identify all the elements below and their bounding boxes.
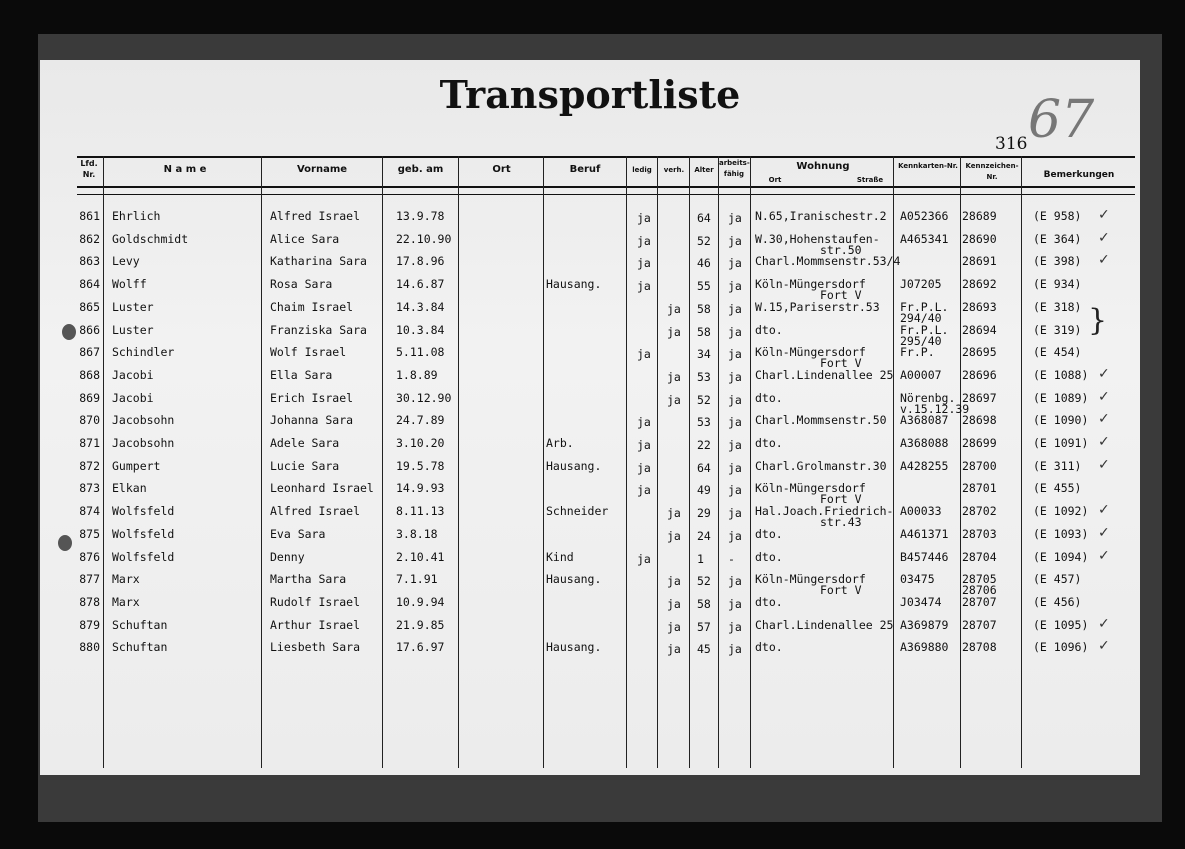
row-kennzeichen: 28699 — [962, 436, 997, 450]
row-alter: 57 — [697, 619, 711, 634]
row-birthdate: 19.5.78 — [396, 458, 445, 473]
header-ort: Ort — [492, 164, 511, 175]
row-ledig: ja — [637, 415, 651, 430]
punch-hole — [62, 324, 76, 340]
row-arbeitsfaehig: ja — [728, 392, 742, 407]
row-vorname: Alice Sara — [270, 231, 340, 246]
row-ledig: ja — [637, 211, 651, 225]
row-wohnung: dto. — [755, 640, 783, 655]
row-bemerkung: (E 1092) — [1033, 504, 1089, 519]
row-name: Jacobsohn — [112, 413, 175, 428]
row-wohnung: Charl.Mommsenstr.53/4 — [755, 254, 901, 269]
row-kennkarte-line2: 295/40 — [900, 333, 942, 348]
row-number: 871 — [79, 436, 100, 450]
row-birthdate: 24.7.89 — [396, 413, 445, 428]
row-vorname: Denny — [270, 549, 305, 564]
row-arbeitsfaehig: ja — [728, 619, 742, 634]
row-wohnung-line2: Fort V — [820, 356, 862, 371]
row-alter: 1 — [697, 551, 704, 566]
row-ledig: ja — [637, 551, 651, 566]
row-arbeitsfaehig: ja — [728, 279, 742, 294]
row-birthdate: 13.9.78 — [396, 209, 445, 223]
row-alter: 53 — [697, 369, 711, 384]
row-kennkarte-line2: v.15.12.39 — [900, 401, 970, 416]
row-kennzeichen: 28707 — [962, 594, 997, 609]
row-name: Jacobi — [112, 390, 154, 405]
header-kennzeichen: Kennzeichen-Nr. — [965, 162, 1019, 181]
row-number: 872 — [79, 458, 100, 473]
row-bemerkung: (E 1096) — [1033, 640, 1089, 655]
row-arbeitsfaehig: ja — [728, 233, 742, 248]
row-name: Gumpert — [112, 458, 161, 473]
row-bemerkung: (E 1094) — [1033, 549, 1089, 564]
row-kennzeichen: 28707 — [962, 617, 997, 632]
row-wohnung: dto. — [755, 390, 783, 405]
column-rule — [1021, 156, 1022, 768]
row-number: 874 — [79, 504, 100, 519]
row-number: 866 — [79, 322, 100, 337]
row-kennkarte: A052366 — [900, 209, 949, 223]
row-birthdate: 2.10.41 — [396, 549, 445, 564]
row-wohnung-line2: Fort V — [820, 288, 862, 303]
header-bemerkungen: Bemerkungen — [1043, 170, 1115, 180]
check-mark: ✓ — [1098, 638, 1110, 655]
row-verh: ja — [667, 574, 681, 589]
row-number: 877 — [79, 572, 100, 587]
check-mark: ✓ — [1098, 502, 1110, 519]
row-arbeitsfaehig: - — [728, 551, 735, 566]
row-number: 865 — [79, 299, 100, 314]
row-kennzeichen: 28703 — [962, 526, 997, 541]
check-mark: ✓ — [1098, 411, 1110, 428]
row-alter: 64 — [697, 211, 711, 225]
row-kennkarte: Fr.P. — [900, 345, 935, 360]
row-verh: ja — [667, 369, 681, 384]
column-rule — [261, 156, 262, 768]
bracket-mark: } — [1088, 303, 1108, 338]
row-kennkarte: A369880 — [900, 640, 949, 655]
check-mark: ✓ — [1098, 365, 1110, 382]
row-name: Wolff — [112, 277, 147, 292]
row-wohnung: Charl.Lindenallee 25 — [755, 367, 894, 382]
row-wohnung: Köln-Müngersdorf — [755, 572, 866, 587]
row-alter: 49 — [697, 483, 711, 498]
row-bemerkung: (E 318) — [1033, 299, 1082, 314]
row-arbeitsfaehig: ja — [728, 642, 742, 657]
row-arbeitsfaehig: ja — [728, 324, 742, 339]
row-birthdate: 7.1.91 — [396, 572, 438, 587]
header-verh: verh. — [663, 166, 685, 174]
column-rule — [103, 156, 104, 768]
row-wohnung: Köln-Müngersdorf — [755, 481, 866, 496]
row-bemerkung: (E 455) — [1033, 481, 1082, 496]
row-name: Elkan — [112, 481, 147, 496]
row-vorname: Alfred Israel — [270, 504, 361, 519]
row-vorname: Katharina Sara — [270, 254, 367, 269]
check-mark: ✓ — [1098, 388, 1110, 405]
column-rule — [750, 156, 751, 768]
check-mark: ✓ — [1098, 229, 1110, 246]
column-rule — [657, 156, 658, 768]
row-kennzeichen: 28708 — [962, 640, 997, 655]
row-number: 869 — [79, 390, 100, 405]
row-vorname: Liesbeth Sara — [270, 640, 361, 655]
row-birthdate: 10.9.94 — [396, 594, 445, 609]
row-bemerkung: (E 1089) — [1033, 390, 1089, 405]
row-verh: ja — [667, 301, 681, 316]
check-mark: ✓ — [1098, 524, 1110, 541]
row-number: 875 — [79, 526, 100, 541]
row-wohnung-line2: str.43 — [820, 515, 862, 530]
row-name: Schuftan — [112, 617, 168, 632]
row-birthdate: 22.10.90 — [396, 231, 452, 246]
row-vorname: Martha Sara — [270, 572, 347, 587]
row-arbeitsfaehig: ja — [728, 574, 742, 589]
header-name: N a m e — [163, 164, 207, 175]
row-kennkarte: A461371 — [900, 526, 949, 541]
row-number: 864 — [79, 277, 100, 292]
handwritten-number: 67 — [1028, 90, 1095, 150]
row-beruf: Hausang. — [546, 277, 602, 292]
row-birthdate: 8.11.13 — [396, 504, 445, 519]
row-birthdate: 17.6.97 — [396, 640, 445, 655]
row-alter: 52 — [697, 392, 711, 407]
row-name: Jacobi — [112, 367, 154, 382]
row-kennkarte: A368088 — [900, 436, 949, 450]
row-wohnung: Charl.Mommsenstr.50 — [755, 413, 887, 428]
row-verh: ja — [667, 324, 681, 339]
row-wohnung: W.30,Hohenstaufen- — [755, 231, 880, 246]
row-kennzeichen: 28701 — [962, 481, 997, 496]
row-ledig: ja — [637, 460, 651, 475]
check-mark: ✓ — [1098, 434, 1110, 450]
row-verh: ja — [667, 596, 681, 611]
row-kennkarte: A465341 — [900, 231, 949, 246]
row-verh: ja — [667, 642, 681, 657]
row-name: Schindler — [112, 345, 175, 360]
row-kennkarte-line2: 294/40 — [900, 310, 942, 325]
row-beruf: Hausang. — [546, 640, 602, 655]
row-kennkarte: J07205 — [900, 277, 942, 292]
row-ledig: ja — [637, 233, 651, 248]
row-bemerkung: (E 1090) — [1033, 413, 1089, 428]
row-wohnung: dto. — [755, 549, 783, 564]
row-birthdate: 1.8.89 — [396, 367, 438, 382]
row-kennzeichen: 28694 — [962, 322, 997, 337]
row-alter: 64 — [697, 460, 711, 475]
row-wohnung-line2: Fort V — [820, 583, 862, 598]
row-number: 863 — [79, 254, 100, 269]
header-vorname: Vorname — [296, 164, 348, 175]
header-arbeitsfaehig: arbeits-fähig — [719, 159, 750, 178]
row-number: 873 — [79, 481, 100, 496]
row-ledig: ja — [637, 438, 651, 452]
row-birthdate: 3.10.20 — [396, 436, 445, 450]
row-bemerkung: (E 456) — [1033, 594, 1082, 609]
row-kennkarte: A00033 — [900, 504, 942, 519]
row-arbeitsfaehig: ja — [728, 211, 742, 225]
row-bemerkung: (E 1095) — [1033, 617, 1089, 632]
column-rule — [543, 156, 544, 768]
row-wohnung-line2: str.50 — [820, 242, 862, 257]
row-arbeitsfaehig: ja — [728, 483, 742, 498]
row-name: Luster — [112, 322, 154, 337]
row-number: 868 — [79, 367, 100, 382]
row-arbeitsfaehig: ja — [728, 256, 742, 271]
row-alter: 24 — [697, 528, 711, 543]
row-arbeitsfaehig: ja — [728, 369, 742, 384]
row-vorname: Alfred Israel — [270, 209, 361, 223]
column-rule — [893, 156, 894, 768]
row-bemerkung: (E 319) — [1033, 322, 1082, 337]
check-mark: ✓ — [1098, 615, 1110, 632]
row-vorname: Wolf Israel — [270, 345, 347, 360]
row-vorname: Eva Sara — [270, 526, 326, 541]
row-ledig: ja — [637, 256, 651, 271]
row-name: Jacobsohn — [112, 436, 175, 450]
row-birthdate: 14.9.93 — [396, 481, 445, 496]
row-kennzeichen: 28690 — [962, 231, 997, 246]
check-mark: ✓ — [1098, 547, 1110, 564]
row-name: Luster — [112, 299, 154, 314]
row-vorname: Ella Sara — [270, 367, 333, 382]
row-wohnung: Charl.Grolmanstr.30 — [755, 458, 887, 473]
row-arbeitsfaehig: ja — [728, 596, 742, 611]
row-kennkarte: J03474 — [900, 594, 942, 609]
row-wohnung: dto. — [755, 436, 783, 450]
row-kennkarte: A369879 — [900, 617, 949, 632]
row-name: Ehrlich — [112, 209, 161, 223]
header-beruf: Beruf — [569, 164, 601, 175]
row-wohnung: Charl.Lindenallee 25 — [755, 617, 894, 632]
row-arbeitsfaehig: ja — [728, 506, 742, 521]
row-kennzeichen: 28697 — [962, 390, 997, 405]
check-mark: ✓ — [1098, 207, 1110, 223]
document-sheet — [40, 60, 1140, 775]
row-name: Schuftan — [112, 640, 168, 655]
row-name: Wolfsfeld — [112, 526, 175, 541]
row-alter: 58 — [697, 596, 711, 611]
row-alter: 29 — [697, 506, 711, 521]
row-number: 880 — [79, 640, 100, 655]
row-wohnung: dto. — [755, 594, 783, 609]
row-birthdate: 3.8.18 — [396, 526, 438, 541]
column-rule — [626, 156, 627, 768]
row-verh: ja — [667, 619, 681, 634]
row-birthdate: 10.3.84 — [396, 322, 445, 337]
row-verh: ja — [667, 528, 681, 543]
row-number: 862 — [79, 231, 100, 246]
row-vorname: Lucie Sara — [270, 458, 340, 473]
row-vorname: Rudolf Israel — [270, 594, 361, 609]
row-name: Wolfsfeld — [112, 504, 175, 519]
check-mark: ✓ — [1098, 456, 1110, 473]
row-birthdate: 17.8.96 — [396, 254, 445, 269]
row-birthdate: 21.9.85 — [396, 617, 445, 632]
row-kennzeichen: 28704 — [962, 549, 997, 564]
row-vorname: Franziska Sara — [270, 322, 367, 337]
row-bemerkung: (E 1091) — [1033, 436, 1089, 450]
row-beruf: Arb. — [546, 436, 574, 450]
check-mark: ✓ — [1098, 252, 1110, 269]
header-bottom-rule — [77, 186, 1135, 188]
row-kennzeichen: 28700 — [962, 458, 997, 473]
row-wohnung: Hal.Joach.Friedrich- — [755, 504, 894, 519]
row-arbeitsfaehig: ja — [728, 438, 742, 452]
row-bemerkung: (E 457) — [1033, 572, 1082, 587]
row-kennzeichen: 28696 — [962, 367, 997, 382]
row-kennkarte: Nörenbg. — [900, 390, 956, 405]
row-alter: 53 — [697, 415, 711, 430]
row-kennzeichen: 28689 — [962, 209, 997, 223]
row-kennkarte: A00007 — [900, 367, 942, 382]
row-vorname: Arthur Israel — [270, 617, 361, 632]
row-vorname: Leonhard Israel — [270, 481, 374, 496]
row-bemerkung: (E 311) — [1033, 458, 1082, 473]
row-number: 878 — [79, 594, 100, 609]
row-beruf: Kind — [546, 549, 574, 564]
row-beruf: Hausang. — [546, 572, 602, 587]
row-alter: 58 — [697, 301, 711, 316]
row-kennkarte: B457446 — [900, 549, 949, 564]
row-alter: 58 — [697, 324, 711, 339]
column-rule — [718, 156, 719, 768]
row-name: Marx — [112, 572, 140, 587]
row-alter: 52 — [697, 574, 711, 589]
header-alter: Alter — [694, 166, 714, 174]
row-birthdate: 30.12.90 — [396, 390, 452, 405]
row-bemerkung: (E 454) — [1033, 345, 1082, 360]
row-kennzeichen: 28705 — [962, 572, 997, 587]
header-kennkarten: Kennkarten-Nr. — [898, 162, 958, 170]
row-bemerkung: (E 1093) — [1033, 526, 1089, 541]
row-beruf: Hausang. — [546, 458, 602, 473]
row-birthdate: 14.6.87 — [396, 277, 445, 292]
row-bemerkung: (E 934) — [1033, 277, 1082, 292]
row-wohnung: Köln-Müngersdorf — [755, 345, 866, 360]
row-alter: 22 — [697, 438, 711, 452]
row-kennzeichen: 28691 — [962, 254, 997, 269]
header-under-rule — [77, 194, 1135, 195]
row-vorname: Chaim Israel — [270, 299, 354, 314]
row-wohnung: dto. — [755, 526, 783, 541]
column-rule — [689, 156, 690, 768]
row-kennzeichen: 28695 — [962, 345, 997, 360]
row-alter: 34 — [697, 347, 711, 362]
row-vorname: Johanna Sara — [270, 413, 354, 428]
row-birthdate: 14.3.84 — [396, 299, 445, 314]
row-alter: 45 — [697, 642, 711, 657]
row-number: 870 — [79, 413, 100, 428]
row-arbeitsfaehig: ja — [728, 415, 742, 430]
row-kennzeichen: 28692 — [962, 277, 997, 292]
row-ledig: ja — [637, 347, 651, 362]
header-wohnung: Wohnung — [796, 161, 850, 172]
row-bemerkung: (E 398) — [1033, 254, 1082, 269]
row-wohnung: Köln-Müngersdorf — [755, 277, 866, 292]
row-kennkarte: Fr.P.L. — [900, 299, 949, 314]
row-birthdate: 5.11.08 — [396, 345, 445, 360]
row-verh: ja — [667, 392, 681, 407]
header-lfd-nr: Lfd. Nr. — [80, 159, 98, 179]
row-number: 867 — [79, 345, 100, 360]
row-alter: 46 — [697, 256, 711, 271]
row-kennzeichen-line2: 28706 — [962, 583, 997, 598]
row-name: Wolfsfeld — [112, 549, 175, 564]
row-ledig: ja — [637, 483, 651, 498]
row-arbeitsfaehig: ja — [728, 301, 742, 316]
header-wohnung-strasse: Straße — [856, 176, 884, 184]
row-bemerkung: (E 1088) — [1033, 367, 1089, 382]
row-bemerkung: (E 364) — [1033, 231, 1082, 246]
header-geb-am: geb. am — [397, 164, 444, 175]
header-wohnung-ort: Ort — [768, 176, 782, 184]
punch-hole — [58, 535, 72, 551]
row-arbeitsfaehig: ja — [728, 460, 742, 475]
row-arbeitsfaehig: ja — [728, 347, 742, 362]
column-rule — [960, 156, 961, 768]
row-kennkarte: A368087 — [900, 413, 949, 428]
row-bemerkung: (E 958) — [1033, 209, 1082, 223]
row-arbeitsfaehig: ja — [728, 528, 742, 543]
row-vorname: Adele Sara — [270, 436, 340, 450]
row-verh: ja — [667, 506, 681, 521]
row-name: Marx — [112, 594, 140, 609]
row-vorname: Rosa Sara — [270, 277, 333, 292]
column-rule — [382, 156, 383, 768]
row-number: 861 — [79, 209, 100, 223]
header-top-rule — [77, 156, 1135, 158]
row-name: Levy — [112, 254, 140, 269]
page-number: 316 — [995, 134, 1028, 154]
header-ledig: ledig — [632, 166, 652, 174]
row-kennkarte: Fr.P.L. — [900, 322, 949, 337]
row-kennzeichen: 28702 — [962, 504, 997, 519]
row-wohnung: W.15,Pariserstr.53 — [755, 299, 880, 314]
row-beruf: Schneider — [546, 504, 609, 519]
row-wohnung: N.65,Iranischestr.2 — [755, 209, 887, 223]
row-number: 879 — [79, 617, 100, 632]
row-wohnung: dto. — [755, 322, 783, 337]
row-alter: 55 — [697, 279, 711, 294]
row-kennkarte: A428255 — [900, 458, 949, 473]
row-vorname: Erich Israel — [270, 390, 354, 405]
row-name: Goldschmidt — [112, 231, 189, 246]
row-kennkarte: 03475 — [900, 572, 935, 587]
column-rule — [458, 156, 459, 768]
row-alter: 52 — [697, 233, 711, 248]
row-kennzeichen: 28698 — [962, 413, 997, 428]
document-title: Transportliste — [439, 72, 741, 117]
row-kennzeichen: 28693 — [962, 299, 997, 314]
row-ledig: ja — [637, 279, 651, 294]
row-wohnung-line2: Fort V — [820, 492, 862, 507]
row-number: 876 — [79, 549, 100, 564]
